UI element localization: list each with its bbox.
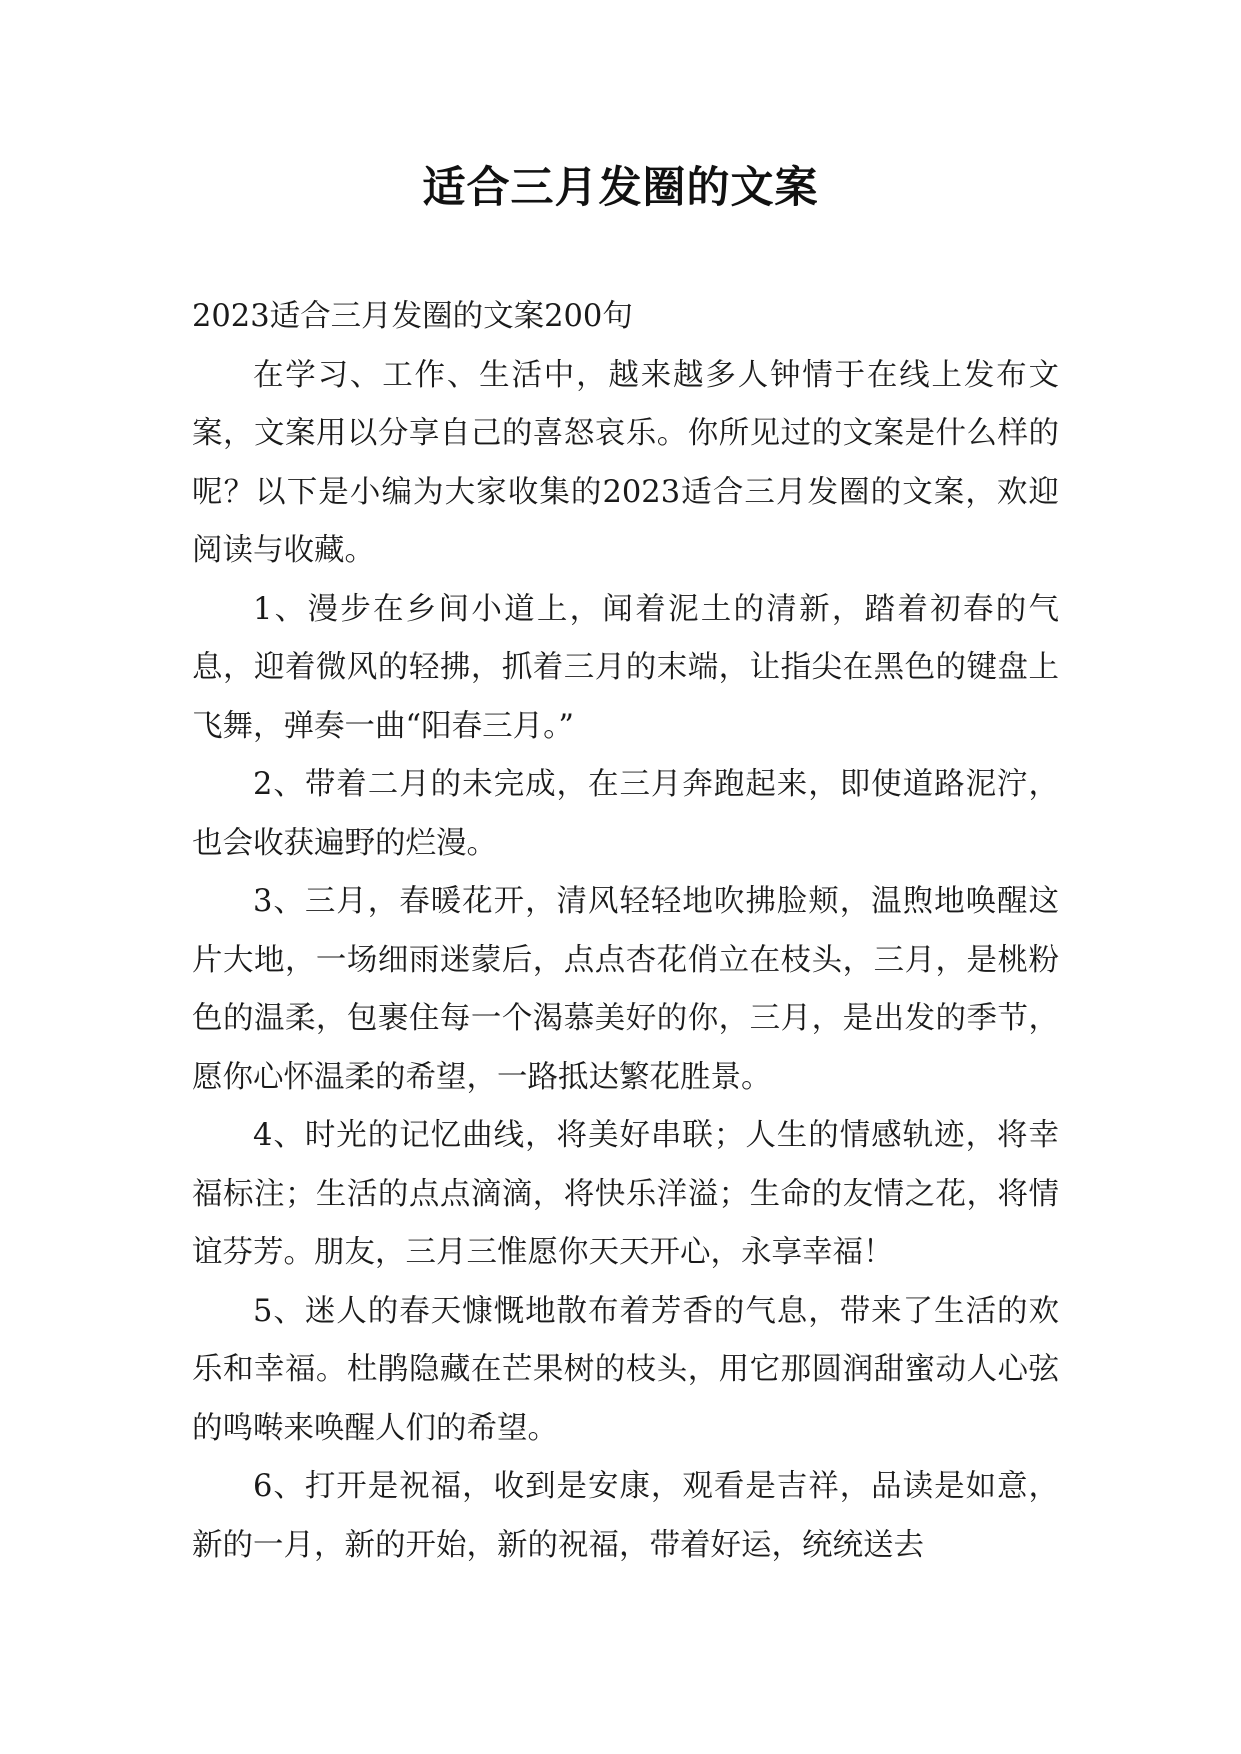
document-body	[192, 288, 1059, 1575]
intro-paragraph: 在学习、工作、生活中，越来越多人钟情于在线上发布文案，文案用以分享自己的喜怒哀乐。你所见过的文案是什么样的呢？以下是小编为大家收集的2023适合三月发圈的文案，欢迎阅读与收藏。	[192, 357, 1059, 568]
list-item: 5、迷人的春天慷慨地散布着芳香的气息，带来了生活的欢乐和幸福。杜鹃隐藏在芒果树的枝头，用它那圆润甜蜜动人心弦的鸣啭来唤醒人们的希望。	[192, 1293, 1059, 1446]
list-item: 2、带着二月的未完成，在三月奔跑起来，即使道路泥泞，也会收获遍野的烂漫。	[192, 767, 1059, 861]
list-item: 4、时光的记忆曲线，将美好串联；人生的情感轨迹，将幸福标注；生活的点点滴滴，将快乐洋溢；生命的友情之花，将情谊芬芳。朋友，三月三惟愿你天天开心，永享幸福！	[192, 1118, 1059, 1270]
list-item: 3、三月，春暖花开，清风轻轻地吹拂脸颊，温煦地唤醒这片大地，一场细雨迷蒙后，点点杏花俏立在枝头，三月，是桃粉色的温柔，包裹住每一个渴慕美好的你，三月，是出发的季节，愿你心怀温柔的希望，一路抵达繁花胜景。	[192, 884, 1059, 1095]
list-item: 6、打开是祝福，收到是安康，观看是吉祥，品读是如意，新的一月，新的开始，新的祝福，带着好运，统统送去	[192, 1469, 1059, 1563]
list-item: 1、漫步在乡间小道上，闻着泥土的清新，踏着初春的气息，迎着微风的轻拂，抓着三月的末端，让指尖在黑色的键盘上飞舞，弹奏一曲“阳春三月。”	[192, 591, 1059, 744]
document-subtitle: 2023适合三月发圈的文案200句	[192, 299, 633, 334]
document-title: 适合三月发圈的文案	[422, 163, 819, 213]
